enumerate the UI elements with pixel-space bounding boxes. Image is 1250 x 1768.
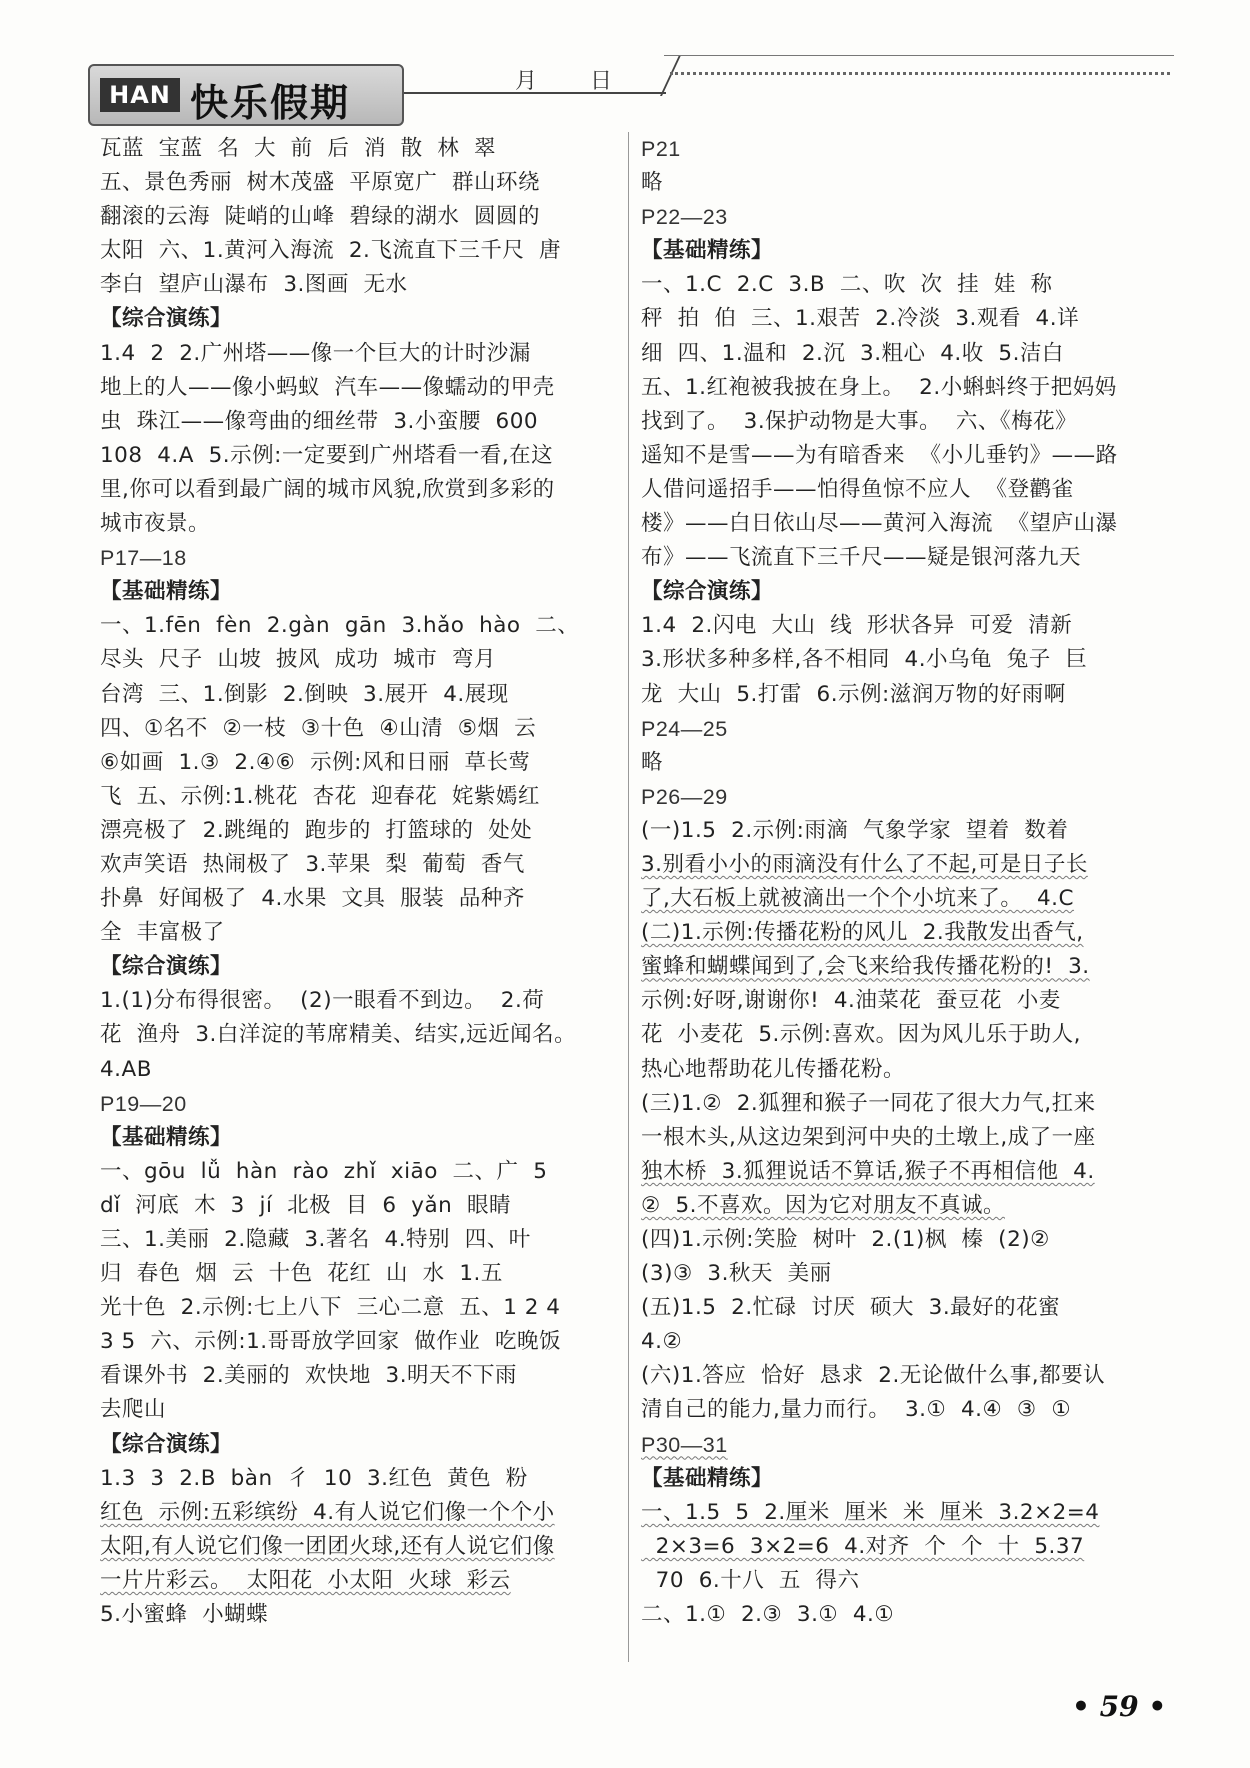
answer-line: 70 6.十八 五 得六 [641,1567,860,1593]
header-top-rule [664,55,1174,56]
answer-line: 3.形状多种多样,各不相同 4.小乌龟 兔子 巨 [641,647,1088,673]
answer-line: 人借问遥招手——怕得鱼惊不应人 《登鹳雀 [641,476,1074,502]
answer-line: ⑥如画 1.③ 2.④⑥ 示例:风和日丽 草长莺 [100,749,531,775]
answer-line: 秤 拍 伯 三、1.艰苦 2.冷淡 3.观看 4.详 [641,306,1080,332]
answer-line: 欢声笑语 热闹极了 3.苹果 梨 葡萄 香气 [100,851,525,877]
page-number: • 59 • [1072,1690,1167,1723]
answer-line: (三)1.② 2.狐狸和猴子一同花了很大力气,扛来 [641,1090,1096,1116]
answer-line: 1.4 2 2.广州塔——像一个巨大的计时沙漏 [100,340,531,366]
section-heading: 【基础精练】 [100,1124,233,1150]
section-heading: 【基础精练】 [641,1465,774,1491]
answer-line: 去爬山 [100,1397,167,1423]
answer-line: 3 5 六、示例:1.哥哥放学回家 做作业 吃晚饭 [100,1329,561,1355]
page-ref: P24—25 [641,716,728,741]
month-label: 月 [515,69,538,94]
answer-line: 城市夜景。 [100,511,211,537]
answer-line: 2×3=6 3×2=6 4.对齐 个 个 十 5.37 [641,1533,1085,1559]
page-ref: P22—23 [641,205,728,230]
answer-line: 一、1.5 5 2.厘米 厘米 米 厘米 3.2×2=4 [641,1499,1100,1525]
answer-line: 遥知不是雪——为有暗香来 《小儿垂钓》——路 [641,442,1118,468]
han-logo: HAN [100,78,180,112]
answer-line: 归 春色 烟 云 十色 花红 山 水 1.五 [100,1261,503,1287]
answer-line: 示例:好呀,谢谢你! 4.油菜花 蚕豆花 小麦 [641,988,1061,1014]
answer-line: 5.小蜜蜂 小蝴蝶 [100,1602,269,1628]
answer-line: 108 4.A 5.示例:一定要到广州塔看一看,在这 [100,442,554,468]
answer-line: 一根木头,从这边架到河中央的土墩上,成了一座 [641,1124,1096,1150]
answer-line: 细 四、1.温和 2.沉 3.粗心 4.收 5.洁白 [641,340,1064,366]
answer-line: 4.AB [100,1056,152,1082]
answer-line: 太阳 六、1.黄河入海流 2.飞流直下三千尺 唐 [100,238,562,264]
answer-line: 看课外书 2.美丽的 欢快地 3.明天不下雨 [100,1363,518,1389]
answer-line: 花 小麦花 5.示例:喜欢。因为风儿乐于助人, [641,1022,1081,1048]
answer-line: 热心地帮助花儿传播花粉。 [641,1056,906,1082]
answer-line: 了,大石板上就被滴出一个个小坑来了。 4.C [641,886,1075,912]
answer-line: 翻滚的云海 陡峭的山峰 碧绿的湖水 圆圆的 [100,204,541,230]
answer-line: 四、①名不 ②一枝 ③十色 ④山清 ⑤烟 云 [100,715,537,741]
section-heading: 【综合演练】 [100,954,233,980]
answer-line: 太阳,有人说它们像一团团火球,还有人说它们像 [100,1533,555,1559]
left-column [100,132,620,1632]
answer-line: 1.(1)分布得很密。 (2)一眼看不到边。 2.荷 [100,988,545,1014]
answer-line: 瓦蓝 宝蓝 名 大 前 后 消 散 林 翠 [100,136,497,161]
answer-line: 地上的人——像小蚂蚁 汽车——像蠕动的甲壳 [100,374,555,400]
answer-line: 楼》——白日依山尽——黄河入海流 《望庐山瀑 [641,511,1118,537]
answer-line: 一、1.C 2.C 3.B 二、吹 次 挂 娃 称 [641,272,1053,298]
answer-line: (一)1.5 2.示例:雨滴 气象学家 望着 数着 [641,817,1069,843]
answer-line: 虫 珠江——像弯曲的细丝带 3.小蛮腰 600 [100,408,539,434]
right-column [641,132,1161,1632]
answer-line: 4.② [641,1329,683,1355]
day-label: 日 [590,69,613,94]
answer-line: 尽头 尺子 山坡 披风 成功 城市 弯月 [100,647,497,673]
answer-line: (四)1.示例:笑脸 树叶 2.(1)枫 榛 (2)② [641,1227,1050,1252]
answer-line: 二、1.① 2.③ 3.① 4.① [641,1602,895,1628]
answer-line: 独木桥 3.狐狸说话不算话,猴子不再相信他 4. [641,1158,1095,1184]
answer-line: 光十色 2.示例:七上八下 三心二意 五、1 2 4 [100,1295,561,1321]
answer-line: 清自己的能力,量力而行。 3.① 4.④ ③ ① [641,1397,1072,1423]
page-ref: P21 [641,137,681,161]
answer-line: 全 丰富极了 [100,920,225,946]
answer-line: 一、1.fēn fèn 2.gàn gān 3.hǎo hào 二、 [100,613,580,639]
page-ref: P17—18 [100,546,187,571]
answer-line: 五、1.红袍被我披在身上。 2.小蝌蚪终于把妈妈 [641,374,1117,400]
answer-line: 三、1.美丽 2.隐藏 3.著名 4.特别 四、叶 [100,1227,531,1252]
page-ref: P30—31 [641,1432,728,1457]
answer-line: 李白 望庐山瀑布 3.图画 无水 [100,272,408,298]
answer-line: (3)③ 3.秋天 美丽 [641,1261,832,1287]
answer-line: 1.3 3 2.B bàn 彳 10 3.红色 黄色 粉 [100,1465,528,1491]
answer-line: 龙 大山 5.打雷 6.示例:滋润万物的好雨啊 [641,681,1066,707]
date-slant-divider [660,56,681,96]
answer-line: 一片片彩云。 太阳花 小太阳 火球 彩云 [100,1567,511,1593]
answer-line: 红色 示例:五彩缤纷 4.有人说它们像一个个小 [100,1499,555,1525]
section-heading: 【基础精练】 [100,579,233,605]
section-heading: 【综合演练】 [100,1431,233,1457]
section-heading: 【综合演练】 [641,579,774,605]
answer-line: 3.别看小小的雨滴没有什么了不起,可是日子长 [641,851,1088,877]
answer-line: 里,你可以看到最广阔的城市风貌,欣赏到多彩的 [100,476,555,502]
answer-line: 找到了。 3.保护动物是大事。 六、《梅花》 [641,408,1078,434]
answer-line: 略 [641,749,664,775]
page-ref: P26—29 [641,784,728,809]
answer-line: 漂亮极了 2.跳绳的 跑步的 打篮球的 处处 [100,817,533,843]
answer-line: (六)1.答应 恰好 恳求 2.无论做什么事,都要认 [641,1363,1106,1389]
section-heading: 【基础精练】 [641,238,774,264]
answer-line: 略 [641,170,664,196]
header-badge [88,64,404,126]
header-dotted-rule [670,72,1170,75]
answer-line: ② 5.不喜欢。因为它对朋友不真诚。 [641,1192,1005,1218]
answer-line: (五)1.5 2.忙碌 讨厌 硕大 3.最好的花蜜 [641,1295,1061,1321]
answer-line: 布》——飞流直下三千尺——疑是银河落九天 [641,545,1082,571]
answer-line: 花 渔舟 3.白洋淀的苇席精美、结实,远近闻名。 [100,1022,577,1048]
answer-line: (二)1.示例:传播花粉的风儿 2.我散发出香气, [641,920,1084,946]
book-title: 快乐假期 [190,81,351,125]
answer-line: 飞 五、示例:1.桃花 杏花 迎春花 姹紫嫣红 [100,783,540,809]
answer-line: 台湾 三、1.倒影 2.倒映 3.展开 4.展现 [100,681,509,707]
answer-line: 蜜蜂和蝴蝶闻到了,会飞来给我传播花粉的! 3. [641,954,1090,980]
answer-line: 五、景色秀丽 树木茂盛 平原宽广 群山环绕 [100,170,541,196]
section-heading: 【综合演练】 [100,306,233,332]
answer-line: 1.4 2.闪电 大山 线 形状各异 可爱 清新 [641,613,1073,639]
page-ref: P19—20 [100,1091,187,1116]
answer-line: 扑鼻 好闻极了 4.水果 文具 服装 品种齐 [100,886,525,912]
column-divider [628,132,629,1662]
answer-line: 一、gōu lǚ hàn rào zhǐ xiāo 二、广 5 [100,1158,548,1184]
answer-line: dǐ 河底 木 3 jí 北极 目 6 yǎn 眼睛 [100,1192,511,1218]
